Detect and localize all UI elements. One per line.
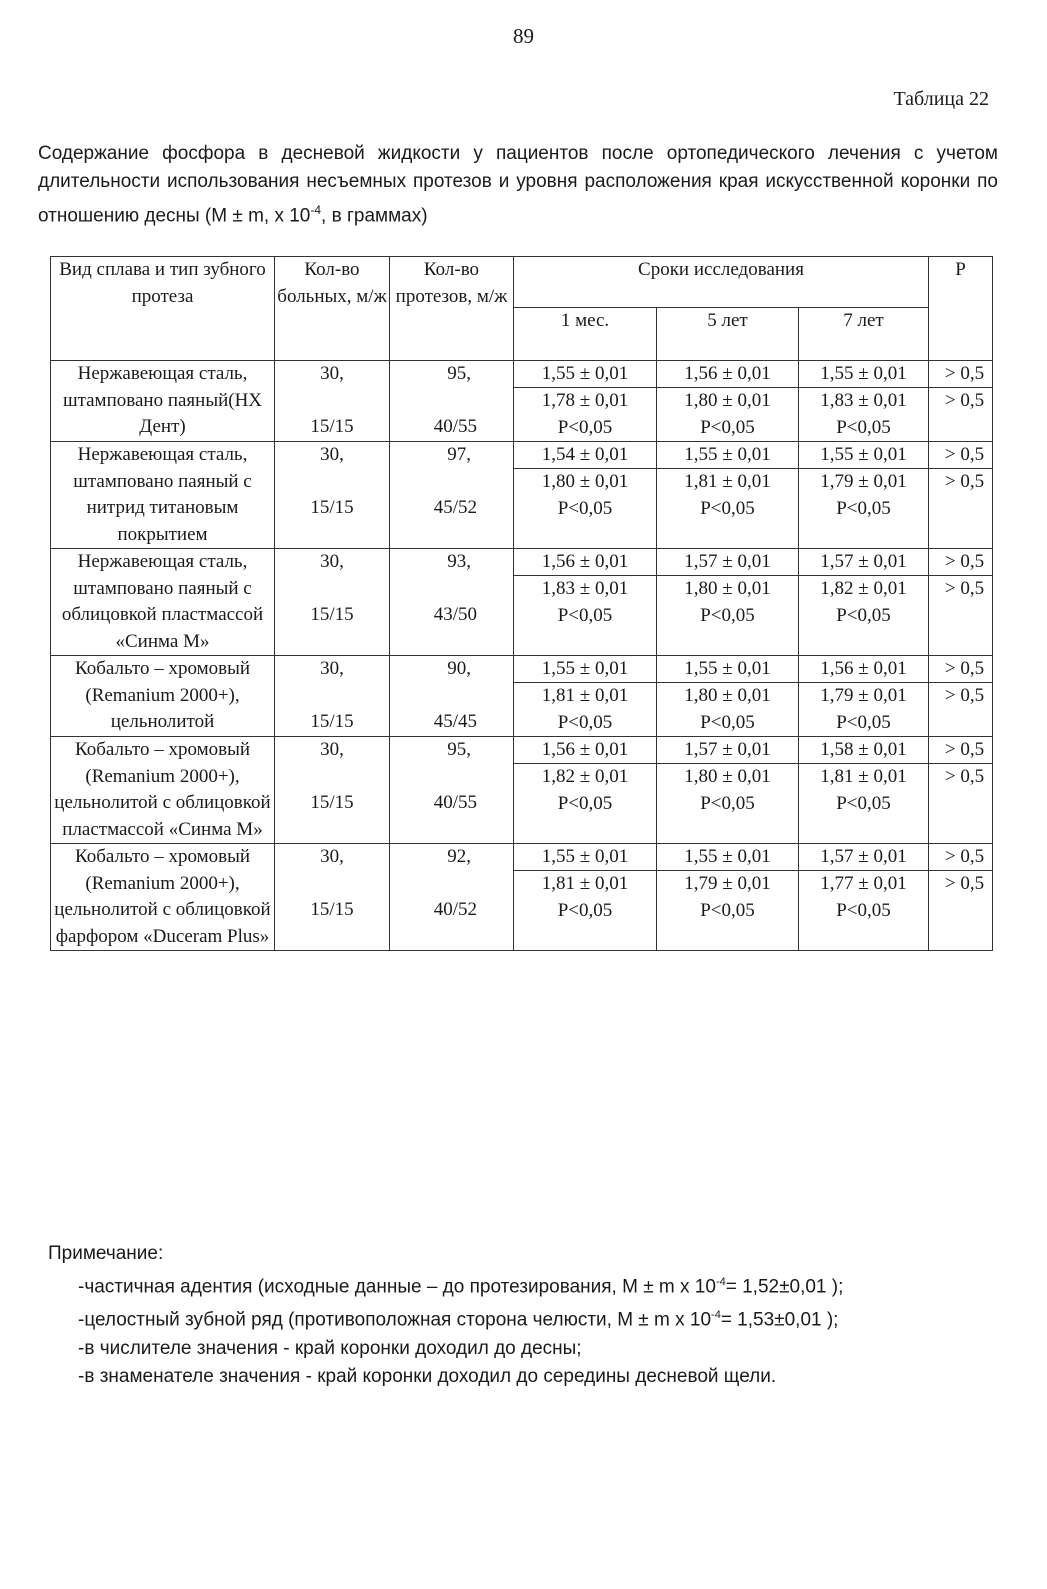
value-1-month-cell: [514, 361, 657, 442]
value-5-years-denominator: 1,80 ± 0,01: [684, 685, 771, 706]
value-7-years-cell: [799, 361, 929, 442]
value-7-years-numerator: 1,57 ± 0,01: [799, 844, 928, 871]
patients-total: 30,: [320, 551, 344, 572]
value-5-years-significance: Р<0,05: [700, 792, 755, 814]
value-7-years-denominator: 1,81 ± 0,01: [820, 766, 907, 787]
value-5-years-cell: [657, 549, 799, 656]
prostheses-cell: [390, 549, 514, 656]
patients-male-female: 15/15: [310, 604, 354, 625]
value-5-years-cell: [657, 844, 799, 951]
value-1-month-cell: [514, 549, 657, 656]
p-value-cell: [929, 361, 993, 442]
phosphorus-table: [50, 256, 993, 951]
prostheses-male-female: 45/45: [433, 711, 477, 732]
value-1-month-significance: Р<0,05: [557, 792, 613, 814]
table-caption: [38, 140, 998, 230]
table-row: [51, 361, 993, 442]
value-7-years-significance: Р<0,05: [836, 604, 891, 626]
header-1-month: 1 мес.: [514, 308, 657, 361]
p-value-numerator: > 0,5: [929, 656, 992, 683]
value-1-month-cell: [514, 844, 657, 951]
value-1-month-significance: Р<0,05: [557, 711, 613, 733]
value-1-month-cell: [514, 442, 657, 549]
value-7-years-cell: [799, 549, 929, 656]
value-1-month-significance: Р<0,05: [557, 497, 613, 519]
value-7-years-significance: Р<0,05: [836, 497, 891, 519]
value-7-years-numerator: 1,56 ± 0,01: [799, 656, 928, 683]
note-line-1-exponent: -4: [715, 1276, 726, 1288]
patients-mf: [275, 871, 389, 898]
patients-mf: [275, 388, 389, 415]
p-value-cell: [929, 442, 993, 549]
value-1-month-numerator: 1,55 ± 0,01: [514, 844, 656, 871]
value-5-years-denominator: 1,80 ± 0,01: [684, 578, 771, 599]
patients-total: 30,: [320, 444, 344, 465]
note-title: Примечание:: [48, 1243, 164, 1264]
patients-mf: [275, 576, 389, 603]
value-1-month-significance: Р<0,05: [557, 416, 613, 438]
prostheses-total: 97,: [447, 444, 471, 465]
prostheses-spacer: [390, 683, 513, 710]
p-value-cell: [929, 737, 993, 844]
p-value-numerator: > 0,5: [929, 442, 992, 469]
value-7-years-denominator: 1,77 ± 0,01: [820, 873, 907, 894]
p-value-denominator: > 0,5: [944, 578, 985, 599]
value-1-month-denominator: 1,80 ± 0,01: [541, 471, 629, 492]
prostheses-spacer: [390, 764, 513, 791]
patients-male-female: 15/15: [310, 416, 354, 437]
value-7-years-denominator: 1,82 ± 0,01: [820, 578, 907, 599]
header-period: Сроки исследования: [514, 257, 929, 308]
prostheses-spacer: [390, 871, 513, 898]
value-5-years-numerator: 1,55 ± 0,01: [657, 656, 798, 683]
value-5-years-cell: [657, 361, 799, 442]
value-5-years-significance: Р<0,05: [700, 416, 755, 438]
value-1-month-numerator: 1,56 ± 0,01: [514, 549, 656, 576]
value-1-month-cell: [514, 737, 657, 844]
patients-male-female: 15/15: [310, 899, 354, 920]
prostheses-cell: [390, 844, 514, 951]
table-row: [51, 442, 993, 549]
patients-cell: [275, 549, 390, 656]
value-5-years-cell: [657, 656, 799, 737]
p-value-numerator: > 0,5: [929, 549, 992, 576]
patients-cell: [275, 442, 390, 549]
table-label: Таблица 22: [893, 88, 989, 110]
header-prostheses: Кол-во протезов, м/ж: [390, 257, 514, 361]
alloy-cell: Кобальто – хромовый (Remanium 2000+), цельнолитой: [51, 656, 275, 737]
prostheses-cell: [390, 442, 514, 549]
value-1-month-numerator: 1,55 ± 0,01: [514, 656, 656, 683]
note-line-3: -в числителе значения - край коронки доходил до десны;: [78, 1337, 582, 1359]
patients-total: 30,: [320, 739, 344, 760]
prostheses-cell: [390, 737, 514, 844]
value-7-years-cell: [799, 442, 929, 549]
alloy-cell: Кобальто – хромовый (Remanium 2000+), цельнолитой с облицовкой фарфором «Duceram Plus»: [51, 844, 275, 951]
table-row: [51, 737, 993, 844]
value-5-years-significance: Р<0,05: [700, 711, 755, 733]
page-number: 89: [513, 24, 534, 48]
value-5-years-cell: [657, 442, 799, 549]
p-value-denominator: > 0,5: [944, 685, 985, 706]
value-5-years-numerator: 1,55 ± 0,01: [657, 844, 798, 871]
value-7-years-numerator: 1,55 ± 0,01: [799, 361, 928, 388]
prostheses-male-female: 40/52: [433, 899, 477, 920]
value-7-years-denominator: 1,79 ± 0,01: [820, 685, 907, 706]
patients-mf: [275, 764, 389, 791]
value-7-years-numerator: 1,55 ± 0,01: [799, 442, 928, 469]
value-5-years-numerator: 1,55 ± 0,01: [657, 442, 798, 469]
patients-cell: [275, 361, 390, 442]
alloy-cell: Кобальто – хромовый (Remanium 2000+), цельнолитой с облицовкой пластмассой «Синма М»: [51, 737, 275, 844]
value-5-years-significance: Р<0,05: [700, 497, 755, 519]
prostheses-total: 93,: [447, 551, 471, 572]
caption-exponent: -4: [310, 203, 322, 217]
value-1-month-numerator: 1,56 ± 0,01: [514, 737, 656, 764]
prostheses-cell: [390, 361, 514, 442]
note-line-4: -в знаменателе значения - край коронки доходил до середины десневой щели.: [78, 1365, 777, 1387]
prostheses-male-female: 40/55: [433, 416, 477, 437]
value-5-years-numerator: 1,56 ± 0,01: [657, 361, 798, 388]
p-value-denominator: > 0,5: [944, 390, 985, 411]
header-5-years: 5 лет: [657, 308, 799, 361]
value-7-years-cell: [799, 656, 929, 737]
note-line-2: [48, 1301, 1008, 1334]
value-7-years-denominator: 1,83 ± 0,01: [820, 390, 907, 411]
prostheses-spacer: [390, 388, 513, 415]
note: [48, 1240, 1008, 1391]
value-5-years-numerator: 1,57 ± 0,01: [657, 549, 798, 576]
table-row: [51, 844, 993, 951]
value-5-years-cell: [657, 737, 799, 844]
caption-text: Содержание фосфора в десневой жидкости у пациентов после ортопедического лечения с учетом длительности использования несъемных протезов и уровня расположения края искусственной коронки по отношению десны (М ± m, x 10: [38, 143, 998, 227]
value-1-month-numerator: 1,55 ± 0,01: [514, 361, 656, 388]
patients-cell: [275, 844, 390, 951]
value-7-years-numerator: 1,58 ± 0,01: [799, 737, 928, 764]
patients-total: 30,: [320, 846, 344, 867]
patients-cell: [275, 737, 390, 844]
patients-total: 30,: [320, 363, 344, 384]
value-1-month-significance: Р<0,05: [557, 899, 613, 921]
alloy-cell: Нержавеющая сталь, штамповано паяный с облицовкой пластмассой «Синма М»: [51, 549, 275, 656]
value-5-years-denominator: 1,81 ± 0,01: [684, 471, 771, 492]
value-1-month-cell: [514, 656, 657, 737]
value-1-month-significance: Р<0,05: [557, 604, 613, 626]
value-7-years-cell: [799, 737, 929, 844]
patients-male-female: 15/15: [310, 711, 354, 732]
value-1-month-denominator: 1,78 ± 0,01: [541, 390, 629, 411]
caption-text-end: , в граммах): [321, 205, 428, 227]
value-5-years-denominator: 1,80 ± 0,01: [684, 766, 771, 787]
value-7-years-significance: Р<0,05: [836, 416, 891, 438]
patients-mf: [275, 683, 389, 710]
patients-male-female: 15/15: [310, 792, 354, 813]
value-7-years-significance: Р<0,05: [836, 899, 891, 921]
prostheses-total: 95,: [447, 363, 471, 384]
patients-total: 30,: [320, 658, 344, 679]
p-value-cell: [929, 549, 993, 656]
value-1-month-denominator: 1,81 ± 0,01: [541, 685, 629, 706]
prostheses-total: 90,: [447, 658, 471, 679]
header-p: Р: [929, 257, 993, 361]
header-7-years: 7 лет: [799, 308, 929, 361]
prostheses-spacer: [390, 576, 513, 603]
header-patients: Кол-во больных, м/ж: [275, 257, 390, 361]
note-line-1-text: -частичная адентия (исходные данные – до протезирования, М ± m x 10: [78, 1276, 716, 1298]
p-value-cell: [929, 656, 993, 737]
p-value-denominator: > 0,5: [944, 766, 985, 787]
prostheses-male-female: 45/52: [433, 497, 477, 518]
value-7-years-significance: Р<0,05: [836, 711, 891, 733]
table-row: [51, 549, 993, 656]
note-line-1-value: = 1,52±0,01 );: [725, 1276, 844, 1298]
value-7-years-significance: Р<0,05: [836, 792, 891, 814]
value-1-month-denominator: 1,81 ± 0,01: [541, 873, 629, 894]
prostheses-male-female: 43/50: [433, 604, 477, 625]
p-value-denominator: > 0,5: [944, 873, 985, 894]
prostheses-total: 95,: [447, 739, 471, 760]
p-value-denominator: > 0,5: [944, 471, 985, 492]
value-5-years-significance: Р<0,05: [700, 604, 755, 626]
value-5-years-numerator: 1,57 ± 0,01: [657, 737, 798, 764]
alloy-cell: Нержавеющая сталь, штамповано паяный(НХ Дент): [51, 361, 275, 442]
prostheses-male-female: 40/55: [433, 792, 477, 813]
value-7-years-numerator: 1,57 ± 0,01: [799, 549, 928, 576]
patients-cell: [275, 656, 390, 737]
p-value-numerator: > 0,5: [929, 844, 992, 871]
note-line-1: [48, 1268, 1008, 1301]
value-1-month-numerator: 1,54 ± 0,01: [514, 442, 656, 469]
note-line-2-exponent: -4: [711, 1309, 721, 1322]
note-line-2-value: = 1,53±0,01 );: [720, 1309, 839, 1331]
header-alloy: Вид сплава и тип зубного протеза: [51, 257, 275, 361]
table-row: [51, 656, 993, 737]
prostheses-cell: [390, 656, 514, 737]
value-1-month-denominator: 1,83 ± 0,01: [541, 578, 629, 599]
value-7-years-cell: [799, 844, 929, 951]
alloy-cell: Нержавеющая сталь, штамповано паяный с нитрид титановым покрытием: [51, 442, 275, 549]
patients-male-female: 15/15: [310, 497, 354, 518]
prostheses-spacer: [390, 469, 513, 496]
p-value-numerator: > 0,5: [929, 737, 992, 764]
value-1-month-denominator: 1,82 ± 0,01: [541, 766, 629, 787]
patients-mf: [275, 469, 389, 496]
p-value-numerator: > 0,5: [929, 361, 992, 388]
p-value-cell: [929, 844, 993, 951]
value-5-years-denominator: 1,80 ± 0,01: [684, 390, 771, 411]
note-line-2-text: -целостный зубной ряд (противоположная сторона челюсти, М ± m x 10: [78, 1309, 712, 1331]
value-7-years-denominator: 1,79 ± 0,01: [820, 471, 907, 492]
value-5-years-significance: Р<0,05: [700, 899, 755, 921]
prostheses-total: 92,: [447, 846, 471, 867]
value-5-years-denominator: 1,79 ± 0,01: [684, 873, 771, 894]
